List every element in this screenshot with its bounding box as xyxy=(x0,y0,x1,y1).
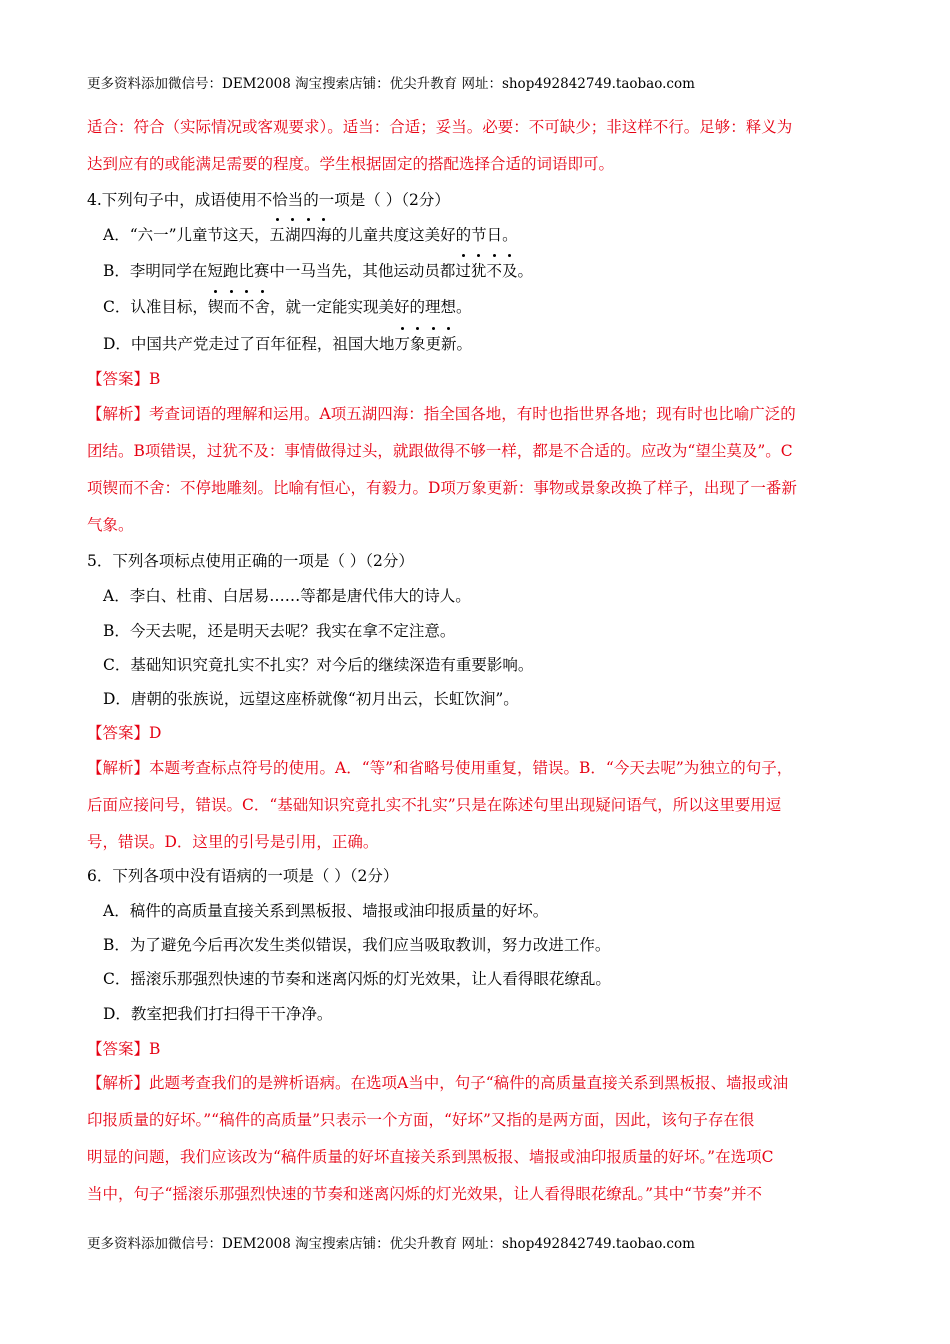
page-footer: 更多资料添加微信号：DEM2008 淘宝搜索店铺：优尖升教育 网址：shop492842749.taobao.com xyxy=(87,1236,695,1252)
q4-option-d-post: 。 xyxy=(456,335,473,353)
emphasis-char: 及 xyxy=(501,262,518,280)
emphasis-char: 湖 xyxy=(285,226,301,244)
q4-option-b-pre: B．李明同学在短跑比赛中一马当先，其他运动员都 xyxy=(103,262,456,280)
q6-answer: 【答案】B xyxy=(87,1040,161,1058)
q4-analysis-line-4: 气象。 xyxy=(87,516,134,534)
q4-option-b xyxy=(103,261,533,281)
q5-option-c: C．基础知识究竟扎实不扎实？对今后的继续深造有重要影响。 xyxy=(103,656,534,674)
q4-option-a-post: 的儿童共度这美好的节日。 xyxy=(331,226,518,244)
intro-explanation-line-1: 适合：符合（实际情况或客观要求）。适当：合适；妥当。必要：不可缺少；非这样不行。足够：释义为 xyxy=(87,118,793,136)
q5-answer: 【答案】D xyxy=(87,724,162,742)
q6-option-b: B．为了避免今后再次发生类似错误，我们应当吸取教训，努力改进工作。 xyxy=(103,936,611,954)
q5-analysis-line-1: 【解析】本题考查标点符号的使用。A．“等”和省略号使用重复，错误。B．“今天去呢”为独立的句子， xyxy=(87,759,793,777)
emphasis-char: 新 xyxy=(440,335,457,353)
q4-option-c-pre: C．认准目标， xyxy=(103,298,208,316)
emphasis-char: 不 xyxy=(486,262,502,280)
q4-question: 4.下列句子中，成语使用不恰当的一项是（ ）（2分） xyxy=(87,191,450,209)
q4-option-c-post: ，就一定能实现美好的理想。 xyxy=(269,298,472,316)
q4-analysis-line-3: 项锲而不舍：不停地雕刻。比喻有恒心，有毅力。D项万象更新：事物或景象改换了样子，出现了一番新 xyxy=(87,479,797,497)
q5-analysis-line-2: 后面应接问号，错误。C．“基础知识究竟扎实不扎实”只是在陈述句里出现疑问语气，所以这里要用逗 xyxy=(87,796,782,814)
emphasis-char: 四 xyxy=(300,226,317,244)
q4-analysis-line-1: 【解析】考查词语的理解和运用。A项五湖四海：指全国各地，有时也指世界各地；现有时也比喻广泛的 xyxy=(87,405,796,423)
emphasis-char: 海 xyxy=(316,226,332,244)
q4-option-c xyxy=(103,297,471,317)
q4-option-a xyxy=(103,225,518,245)
q6-option-d: D．教室把我们打扫得干干净净。 xyxy=(103,1005,333,1023)
emphasis-char: 犹 xyxy=(470,262,487,280)
q4-option-a-pre: A．“六一”儿童节这天， xyxy=(103,226,270,244)
emphasis-char: 锲 xyxy=(207,298,224,316)
q5-option-b: B．今天去呢，还是明天去呢？我实在拿不定注意。 xyxy=(103,622,456,640)
emphasis-char: 象 xyxy=(409,335,426,353)
q6-question: 6．下列各项中没有语病的一项是（ ）（2分） xyxy=(87,867,399,885)
q6-option-a: A．稿件的高质量直接关系到黑板报、墙报或油印报质量的好坏。 xyxy=(103,902,549,920)
q6-analysis-line-2: 印报质量的好坏。”“稿件的高质量”只表示一个方面，“好坏”又指的是两方面，因此，该句子存在很 xyxy=(87,1111,755,1129)
q4-analysis-line-2: 团结。B项错误，过犹不及：事情做得过头，就跟做得不够一样，都是不合适的。应改为“望尘莫及”。C xyxy=(87,442,793,460)
intro-explanation-line-2: 达到应有的或能满足需要的程度。学生根据固定的搭配选择合适的词语即可。 xyxy=(87,155,615,173)
q5-analysis-line-3: 号，错误。D．这里的引号是引用，正确。 xyxy=(87,833,379,851)
page-header: 更多资料添加微信号：DEM2008 淘宝搜索店铺：优尖升教育 网址：shop492842749.taobao.com xyxy=(87,76,695,92)
q6-analysis-line-1: 【解析】此题考查我们的是辨析语病。在选项A当中，句子“稿件的高质量直接关系到黑板报、墙报或油 xyxy=(87,1074,789,1092)
emphasis-char: 舍 xyxy=(254,298,270,316)
emphasis-char: 五 xyxy=(269,226,286,244)
emphasis-char: 而 xyxy=(223,298,239,316)
q4-option-d xyxy=(103,334,472,354)
q5-option-d: D．唐朝的张族说，远望这座桥就像“初月出云，长虹饮涧”。 xyxy=(103,690,519,708)
q4-answer: 【答案】B xyxy=(87,370,161,388)
q5-option-a: A．李白、杜甫、白居易……等都是唐代伟大的诗人。 xyxy=(103,587,471,605)
emphasis-char: 不 xyxy=(238,298,255,316)
q6-analysis-line-3: 明显的问题，我们应该改为“稿件质量的好坏直接关系到黑板报、墙报或油印报质量的好坏。”在选项C xyxy=(87,1148,774,1166)
emphasis-char: 万 xyxy=(394,335,410,353)
q6-analysis-line-4: 当中，句子“摇滚乐那强烈快速的节奏和迷离闪烁的灯光效果，让人看得眼花缭乱。”其中“节奏”并不 xyxy=(87,1185,762,1203)
emphasis-char: 更 xyxy=(425,335,441,353)
emphasis-char: 过 xyxy=(455,262,471,280)
q6-option-c: C．摇滚乐那强烈快速的节奏和迷离闪烁的灯光效果，让人看得眼花缭乱。 xyxy=(103,970,611,988)
q4-option-b-post: 。 xyxy=(517,262,533,280)
q5-question: 5．下列各项标点使用正确的一项是（ ）（2分） xyxy=(87,552,414,570)
q4-option-d-pre: D．中国共产党走过了百年征程，祖国大地 xyxy=(103,335,395,353)
